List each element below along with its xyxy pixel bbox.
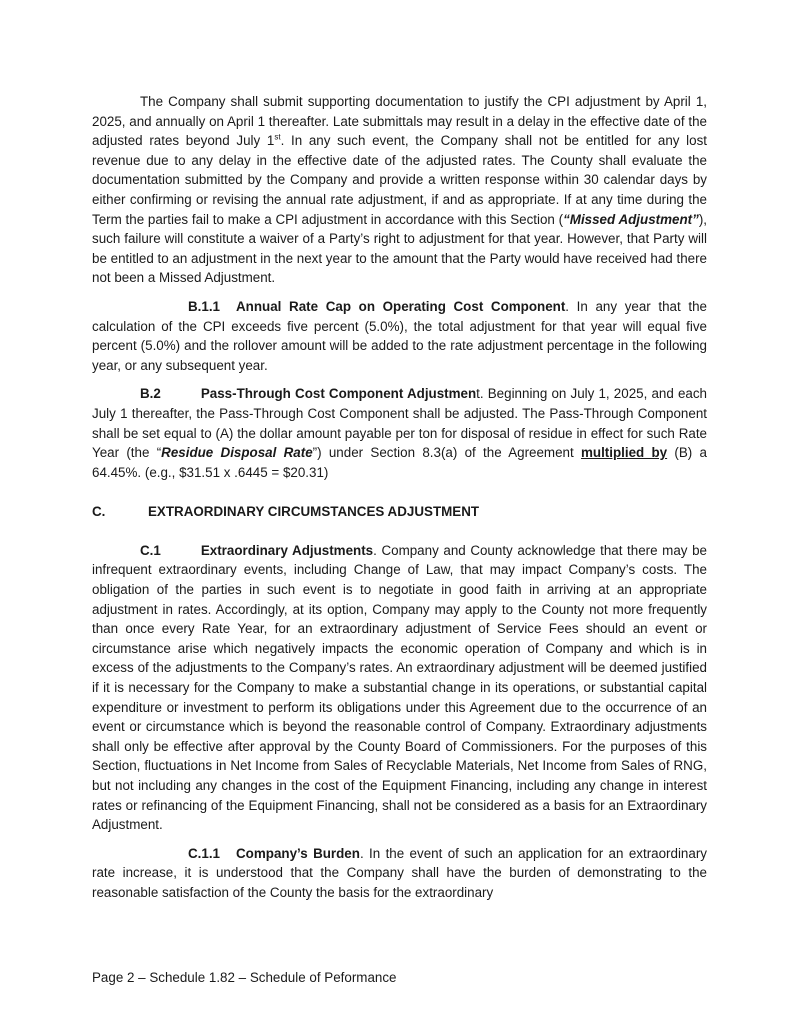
superscript: st xyxy=(274,132,281,142)
section-number: C.1.1 xyxy=(188,845,221,861)
text: ), such failure will constitute a waiver of a Party’s right to adjustment for that year. However, that Party will be entitled to an adjustment in the next year to the amount that the Party would have received had there not been a Missed Adjustment. xyxy=(92,211,707,286)
paragraph-b-1-1 xyxy=(92,297,707,375)
paragraph-c-1-1 xyxy=(92,844,707,903)
emphasis-multiplied-by: multiplied by xyxy=(580,445,668,461)
defined-term-missed-adjustment: “Missed Adjustment” xyxy=(563,211,699,227)
section-title: Pass-Through Cost Component Adjustmen xyxy=(200,386,477,402)
section-title: EXTRAORDINARY CIRCUMSTANCES ADJUSTMENT xyxy=(148,504,480,520)
paragraph-c-1 xyxy=(92,541,707,835)
text: (B) a 64.45%. (e.g., $31.51 x .6445 = $20.31) xyxy=(92,445,707,480)
text: . Company and County acknowledge that there may be infrequent extraordinary events, including Change of Law, that may impact Company’s costs. The obligation of the parties in such event is to negotiate in good faith in arriving at an appropriate adjustment in rates. Accordingly, at its option, Company may apply to the County not more frequently than once every Rate Year, for an extraordinary adjustment of Service Fees should an event or circumstance arise which negatively impacts the economic operation of Company and which is in excess of the adjustments to the Company’s rates. An extraordinary adjustment will be deemed justified if it is necessary for the Company to make a substantial change in its operations, or substantial capital expenditure or investment to perform its obligations under this Agreement due to the occurrence of an event or circumstance which is beyond the reasonable control of Company. Extraordinary adjustments shall only be effective after approval by the County Board of Commissioners. For the purposes of this Section, fluctuations in Net Income from Sales of Recyclable Materials, Net Income from Sales of RNG, but not including any changes in the cost of the Equipment Financing, including any change in interest rates or refinancing of the Equipment Financing, shall not be considered as a basis for an Extraordinary Adjustment. xyxy=(92,542,707,833)
section-heading-c xyxy=(92,502,707,522)
paragraph-cpi-documentation xyxy=(92,92,707,288)
text: t. Beginning on July 1, 2025, and each July 1 thereafter, the Pass-Through Cost Component shall be adjusted. The Pass-Through Component shall be set equal to (A) the dollar amount payable per ton for disposal of residue in effect for such Rate Year (the “ xyxy=(92,386,707,461)
defined-term-residue-disposal-rate: Residue Disposal Rate xyxy=(161,445,313,461)
section-number: B.2 xyxy=(140,386,161,402)
page-footer: Page 2 – Schedule 1.82 – Schedule of Peformance xyxy=(92,970,397,985)
text: . In any year that the calculation of the CPI exceeds five percent (5.0%), the total adjustment for that year will equal five percent (5.0%) and the rollover amount will be added to the rate adjustment percentage in the following year, or any subsequent year. xyxy=(92,298,707,373)
document-page xyxy=(92,92,707,903)
section-title: Company’s Burden xyxy=(236,845,360,861)
text: . In any such event, the Company shall not be entitled for any lost revenue due to any delay in the effective date of the adjusted rates. The County shall evaluate the documentation submitted by the Company and provide a written response within 30 calendar days by either confirming or revising the annual rate adjustment, if and as appropriate. If at any time during the Term the parties fail to make a CPI adjustment in accordance with this Section ( xyxy=(92,133,707,227)
section-title: Annual Rate Cap on Operating Cost Component xyxy=(236,298,566,314)
text: ”) under Section 8.3(a) of the Agreement xyxy=(312,445,581,461)
section-number: B.1.1 xyxy=(188,298,221,314)
section-number: C.1 xyxy=(140,542,161,558)
section-number: C. xyxy=(92,504,106,520)
section-title: Extraordinary Adjustments xyxy=(200,542,374,558)
paragraph-b-2 xyxy=(92,384,707,482)
text: The Company shall submit supporting documentation to justify the CPI adjustment by April 1, 2025, and annually on April 1 thereafter. Late submittals may result in a delay in the effective date of the adjusted rates beyond July 1 xyxy=(92,94,707,149)
text: . In the event of such an application for an extraordinary rate increase, it is understood that the Company shall have the burden of demonstrating to the reasonable satisfaction of the County the basis for the extraordinary xyxy=(92,845,707,900)
